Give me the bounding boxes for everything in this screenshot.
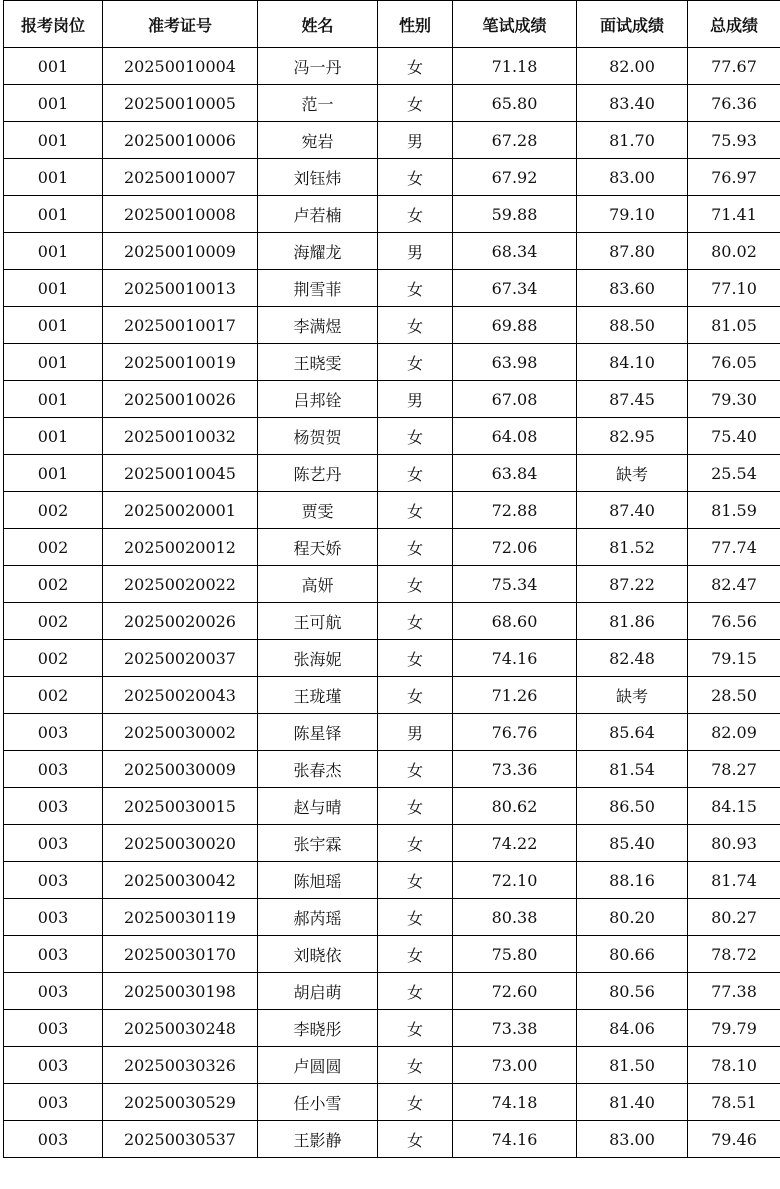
cell-written-score: 74.16 (453, 640, 577, 677)
cell-position: 002 (4, 529, 103, 566)
cell-interview-score: 85.64 (577, 714, 688, 751)
cell-gender: 女 (378, 640, 453, 677)
cell-total-score: 80.27 (688, 899, 780, 936)
cell-name: 胡启萌 (258, 973, 378, 1010)
cell-total-score: 25.54 (688, 455, 780, 492)
cell-exam-id: 20250030537 (103, 1121, 258, 1158)
cell-total-score: 76.97 (688, 159, 780, 196)
cell-gender: 女 (378, 899, 453, 936)
cell-interview-score: 83.40 (577, 85, 688, 122)
cell-interview-score: 81.54 (577, 751, 688, 788)
cell-written-score: 71.26 (453, 677, 577, 714)
cell-name: 宛岩 (258, 122, 378, 159)
table-row (4, 1084, 780, 1121)
cell-total-score: 71.41 (688, 196, 780, 233)
cell-gender: 女 (378, 455, 453, 492)
cell-total-score: 82.09 (688, 714, 780, 751)
cell-gender: 男 (378, 122, 453, 159)
cell-position: 001 (4, 233, 103, 270)
cell-name: 郝芮瑶 (258, 899, 378, 936)
cell-position: 001 (4, 344, 103, 381)
cell-written-score: 67.08 (453, 381, 577, 418)
cell-name: 王可航 (258, 603, 378, 640)
cell-interview-score: 85.40 (577, 825, 688, 862)
cell-position: 003 (4, 936, 103, 973)
cell-exam-id: 20250010006 (103, 122, 258, 159)
cell-position: 001 (4, 196, 103, 233)
cell-interview-score: 86.50 (577, 788, 688, 825)
cell-exam-id: 20250010026 (103, 381, 258, 418)
cell-exam-id: 20250010045 (103, 455, 258, 492)
cell-gender: 女 (378, 270, 453, 307)
cell-position: 001 (4, 418, 103, 455)
cell-position: 001 (4, 48, 103, 85)
table-body (4, 48, 780, 1158)
cell-name: 冯一丹 (258, 48, 378, 85)
cell-total-score: 79.46 (688, 1121, 780, 1158)
cell-written-score: 73.00 (453, 1047, 577, 1084)
cell-interview-score: 83.00 (577, 159, 688, 196)
cell-written-score: 68.34 (453, 233, 577, 270)
table-row (4, 640, 780, 677)
cell-total-score: 79.30 (688, 381, 780, 418)
table-row (4, 899, 780, 936)
table-row (4, 233, 780, 270)
cell-gender: 女 (378, 307, 453, 344)
cell-interview-score: 缺考 (577, 455, 688, 492)
cell-position: 002 (4, 640, 103, 677)
cell-interview-score: 84.10 (577, 344, 688, 381)
table-row (4, 677, 780, 714)
cell-total-score: 78.72 (688, 936, 780, 973)
cell-position: 003 (4, 1121, 103, 1158)
cell-exam-id: 20250010019 (103, 344, 258, 381)
cell-gender: 女 (378, 973, 453, 1010)
table-row (4, 1047, 780, 1084)
cell-gender: 女 (378, 344, 453, 381)
table-row (4, 936, 780, 973)
table-row (4, 529, 780, 566)
cell-gender: 女 (378, 1121, 453, 1158)
cell-position: 003 (4, 862, 103, 899)
cell-interview-score: 81.86 (577, 603, 688, 640)
cell-position: 003 (4, 788, 103, 825)
cell-position: 001 (4, 85, 103, 122)
table-row (4, 788, 780, 825)
table-row (4, 825, 780, 862)
cell-written-score: 64.08 (453, 418, 577, 455)
cell-interview-score: 88.16 (577, 862, 688, 899)
cell-exam-id: 20250030198 (103, 973, 258, 1010)
cell-name: 任小雪 (258, 1084, 378, 1121)
cell-total-score: 81.74 (688, 862, 780, 899)
cell-position: 001 (4, 455, 103, 492)
cell-gender: 女 (378, 825, 453, 862)
cell-exam-id: 20250020001 (103, 492, 258, 529)
cell-exam-id: 20250010008 (103, 196, 258, 233)
cell-gender: 女 (378, 529, 453, 566)
table-row (4, 307, 780, 344)
cell-position: 002 (4, 492, 103, 529)
cell-exam-id: 20250030015 (103, 788, 258, 825)
cell-name: 王珑瑾 (258, 677, 378, 714)
cell-written-score: 67.28 (453, 122, 577, 159)
table-row (4, 455, 780, 492)
cell-interview-score: 79.10 (577, 196, 688, 233)
cell-exam-id: 20250030248 (103, 1010, 258, 1047)
cell-total-score: 28.50 (688, 677, 780, 714)
cell-gender: 女 (378, 566, 453, 603)
cell-interview-score: 80.66 (577, 936, 688, 973)
cell-total-score: 76.56 (688, 603, 780, 640)
cell-name: 杨贺贺 (258, 418, 378, 455)
cell-name: 卢若楠 (258, 196, 378, 233)
table-row (4, 48, 780, 85)
cell-exam-id: 20250030119 (103, 899, 258, 936)
cell-exam-id: 20250020037 (103, 640, 258, 677)
cell-interview-score: 87.45 (577, 381, 688, 418)
cell-name: 荆雪菲 (258, 270, 378, 307)
cell-name: 王晓雯 (258, 344, 378, 381)
cell-position: 001 (4, 122, 103, 159)
cell-interview-score: 82.48 (577, 640, 688, 677)
cell-gender: 女 (378, 196, 453, 233)
cell-written-score: 59.88 (453, 196, 577, 233)
cell-name: 王影静 (258, 1121, 378, 1158)
header-row (4, 1, 780, 48)
cell-position: 001 (4, 307, 103, 344)
table-row (4, 344, 780, 381)
cell-written-score: 63.84 (453, 455, 577, 492)
cell-total-score: 77.67 (688, 48, 780, 85)
cell-total-score: 81.59 (688, 492, 780, 529)
cell-gender: 男 (378, 381, 453, 418)
cell-total-score: 75.93 (688, 122, 780, 159)
cell-name: 海耀龙 (258, 233, 378, 270)
cell-total-score: 76.05 (688, 344, 780, 381)
cell-total-score: 76.36 (688, 85, 780, 122)
cell-interview-score: 80.56 (577, 973, 688, 1010)
table-row (4, 1010, 780, 1047)
cell-exam-id: 20250010032 (103, 418, 258, 455)
cell-total-score: 78.10 (688, 1047, 780, 1084)
table-row (4, 85, 780, 122)
cell-name: 李满煜 (258, 307, 378, 344)
cell-name: 陈星铎 (258, 714, 378, 751)
cell-gender: 女 (378, 751, 453, 788)
cell-interview-score: 83.00 (577, 1121, 688, 1158)
cell-interview-score: 88.50 (577, 307, 688, 344)
table-row (4, 381, 780, 418)
header-position: 报考岗位 (4, 1, 103, 48)
cell-exam-id: 20250010004 (103, 48, 258, 85)
cell-written-score: 80.38 (453, 899, 577, 936)
cell-gender: 女 (378, 788, 453, 825)
cell-interview-score: 81.70 (577, 122, 688, 159)
cell-total-score: 78.27 (688, 751, 780, 788)
cell-interview-score: 83.60 (577, 270, 688, 307)
cell-exam-id: 20250030529 (103, 1084, 258, 1121)
cell-exam-id: 20250030009 (103, 751, 258, 788)
cell-written-score: 67.92 (453, 159, 577, 196)
cell-position: 003 (4, 714, 103, 751)
cell-position: 002 (4, 566, 103, 603)
cell-exam-id: 20250010005 (103, 85, 258, 122)
table-row (4, 603, 780, 640)
cell-name: 张海妮 (258, 640, 378, 677)
cell-written-score: 73.38 (453, 1010, 577, 1047)
cell-name: 高妍 (258, 566, 378, 603)
cell-interview-score: 82.00 (577, 48, 688, 85)
cell-written-score: 63.98 (453, 344, 577, 381)
cell-interview-score: 81.50 (577, 1047, 688, 1084)
cell-interview-score: 81.40 (577, 1084, 688, 1121)
cell-gender: 女 (378, 1084, 453, 1121)
cell-name: 吕邦铨 (258, 381, 378, 418)
cell-position: 003 (4, 825, 103, 862)
cell-name: 程天娇 (258, 529, 378, 566)
cell-name: 卢圆圆 (258, 1047, 378, 1084)
header-total-score: 总成绩 (688, 1, 780, 48)
cell-exam-id: 20250010017 (103, 307, 258, 344)
cell-written-score: 73.36 (453, 751, 577, 788)
cell-exam-id: 20250030020 (103, 825, 258, 862)
cell-gender: 男 (378, 714, 453, 751)
cell-written-score: 71.18 (453, 48, 577, 85)
cell-gender: 女 (378, 85, 453, 122)
cell-written-score: 74.22 (453, 825, 577, 862)
cell-position: 001 (4, 159, 103, 196)
cell-interview-score: 87.22 (577, 566, 688, 603)
cell-gender: 女 (378, 936, 453, 973)
cell-gender: 男 (378, 233, 453, 270)
cell-position: 001 (4, 381, 103, 418)
cell-written-score: 65.80 (453, 85, 577, 122)
table-row (4, 492, 780, 529)
table-row (4, 196, 780, 233)
cell-total-score: 78.51 (688, 1084, 780, 1121)
cell-name: 赵与晴 (258, 788, 378, 825)
cell-written-score: 68.60 (453, 603, 577, 640)
cell-name: 刘钰炜 (258, 159, 378, 196)
header-exam-id: 准考证号 (103, 1, 258, 48)
cell-position: 003 (4, 1010, 103, 1047)
cell-exam-id: 20250020026 (103, 603, 258, 640)
cell-total-score: 75.40 (688, 418, 780, 455)
cell-gender: 女 (378, 1047, 453, 1084)
cell-total-score: 77.38 (688, 973, 780, 1010)
cell-name: 李晓彤 (258, 1010, 378, 1047)
cell-written-score: 76.76 (453, 714, 577, 751)
cell-written-score: 72.10 (453, 862, 577, 899)
cell-written-score: 75.80 (453, 936, 577, 973)
cell-written-score: 80.62 (453, 788, 577, 825)
cell-exam-id: 20250030170 (103, 936, 258, 973)
cell-total-score: 79.79 (688, 1010, 780, 1047)
cell-total-score: 82.47 (688, 566, 780, 603)
cell-written-score: 72.88 (453, 492, 577, 529)
cell-exam-id: 20250030042 (103, 862, 258, 899)
table-row (4, 973, 780, 1010)
table-row (4, 122, 780, 159)
cell-interview-score: 87.80 (577, 233, 688, 270)
table-row (4, 159, 780, 196)
cell-gender: 女 (378, 48, 453, 85)
table-row (4, 1121, 780, 1158)
cell-name: 陈旭瑶 (258, 862, 378, 899)
cell-interview-score: 82.95 (577, 418, 688, 455)
cell-exam-id: 20250020022 (103, 566, 258, 603)
table-row (4, 566, 780, 603)
cell-total-score: 79.15 (688, 640, 780, 677)
cell-written-score: 74.18 (453, 1084, 577, 1121)
header-written-score: 笔试成绩 (453, 1, 577, 48)
cell-position: 002 (4, 603, 103, 640)
cell-name: 贾雯 (258, 492, 378, 529)
table-row (4, 270, 780, 307)
cell-exam-id: 20250030002 (103, 714, 258, 751)
cell-interview-score: 缺考 (577, 677, 688, 714)
cell-position: 003 (4, 899, 103, 936)
cell-exam-id: 20250010009 (103, 233, 258, 270)
cell-gender: 女 (378, 603, 453, 640)
cell-interview-score: 80.20 (577, 899, 688, 936)
cell-written-score: 72.60 (453, 973, 577, 1010)
cell-written-score: 69.88 (453, 307, 577, 344)
cell-gender: 女 (378, 862, 453, 899)
cell-exam-id: 20250020012 (103, 529, 258, 566)
cell-name: 范一 (258, 85, 378, 122)
cell-name: 陈艺丹 (258, 455, 378, 492)
cell-position: 003 (4, 973, 103, 1010)
score-table (3, 0, 780, 1158)
cell-interview-score: 87.40 (577, 492, 688, 529)
cell-position: 002 (4, 677, 103, 714)
cell-position: 001 (4, 270, 103, 307)
cell-gender: 女 (378, 159, 453, 196)
cell-position: 003 (4, 751, 103, 788)
cell-name: 张宇霖 (258, 825, 378, 862)
cell-exam-id: 20250020043 (103, 677, 258, 714)
cell-total-score: 80.93 (688, 825, 780, 862)
cell-total-score: 84.15 (688, 788, 780, 825)
table-row (4, 751, 780, 788)
cell-exam-id: 20250010007 (103, 159, 258, 196)
cell-gender: 女 (378, 418, 453, 455)
cell-written-score: 74.16 (453, 1121, 577, 1158)
header-interview-score: 面试成绩 (577, 1, 688, 48)
cell-written-score: 75.34 (453, 566, 577, 603)
cell-written-score: 67.34 (453, 270, 577, 307)
table-row (4, 862, 780, 899)
cell-gender: 女 (378, 1010, 453, 1047)
header-name: 姓名 (258, 1, 378, 48)
cell-name: 张春杰 (258, 751, 378, 788)
cell-gender: 女 (378, 677, 453, 714)
cell-interview-score: 84.06 (577, 1010, 688, 1047)
table-row (4, 418, 780, 455)
cell-name: 刘晓依 (258, 936, 378, 973)
cell-gender: 女 (378, 492, 453, 529)
cell-written-score: 72.06 (453, 529, 577, 566)
cell-interview-score: 81.52 (577, 529, 688, 566)
header-gender: 性别 (378, 1, 453, 48)
cell-total-score: 81.05 (688, 307, 780, 344)
cell-position: 003 (4, 1047, 103, 1084)
cell-total-score: 77.74 (688, 529, 780, 566)
cell-exam-id: 20250010013 (103, 270, 258, 307)
cell-total-score: 80.02 (688, 233, 780, 270)
table-row (4, 714, 780, 751)
cell-exam-id: 20250030326 (103, 1047, 258, 1084)
cell-total-score: 77.10 (688, 270, 780, 307)
cell-position: 003 (4, 1084, 103, 1121)
